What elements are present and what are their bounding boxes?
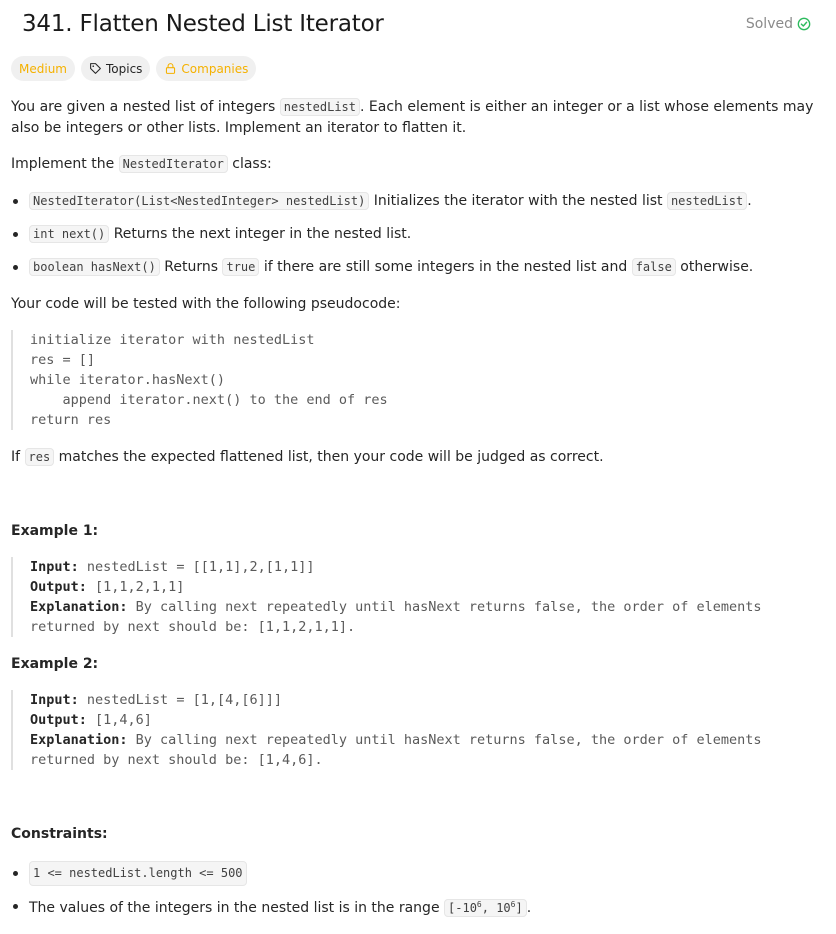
companies-label: Companies <box>181 61 249 76</box>
companies-tag[interactable] <box>156 56 256 81</box>
title-row <box>11 0 825 52</box>
implement-paragraph: Implement the NestedIterator class: <box>11 156 272 172</box>
problem-title: 341. Flatten Nested List Iterator <box>22 11 384 37</box>
intro-paragraph: You are given a nested list of integers nestedList . Each element is either an integer or a list whose elements may also be integers or other lists. Implement an iterator to flatten it. <box>11 99 814 136</box>
example-2-title: Example 2: <box>11 656 99 672</box>
example-1-block: Input: nestedList = [[1,1],2,[1,1]] Output: [1,1,2,1,1] Explanation: By calling next repeatedly until hasNext returns false, the order of elements returned by next should be: [1,1,2,1,1]. <box>11 557 762 637</box>
list-item: boolean hasNext() Returns true if there are still some integers in the nested list and false otherwise. <box>11 257 753 278</box>
pseudocode-block: initialize iterator with nestedList res = [] while iterator.hasNext() append iterator.next() to the end of res return res <box>11 330 388 430</box>
example-1-title: Example 1: <box>11 523 99 539</box>
list-item: int next() Returns the next integer in the nested list. <box>11 224 411 245</box>
pseudocode-intro: Your code will be tested with the following pseudocode: <box>11 296 401 312</box>
difficulty-badge: Medium <box>11 56 75 81</box>
topics-label: Topics <box>105 61 143 76</box>
inline-code: nestedList <box>280 98 360 116</box>
list-item: The values of the integers in the nested list is in the range [$-10^6$, $10^6$] . <box>11 894 531 919</box>
inline-code: res <box>25 448 55 466</box>
topics-tag[interactable] <box>81 56 150 81</box>
lock-icon <box>164 62 177 75</box>
constraints-title: Constraints: <box>11 826 108 842</box>
solved-status <box>746 16 811 32</box>
check-circle-icon <box>797 17 811 31</box>
example-2-block: Input: nestedList = [1,[4,[6]]] Output: [1,4,6] Explanation: By calling next repeatedly until hasNext returns false, the order of elements returned by next should be: [1,4,6]. <box>11 690 762 770</box>
judge-paragraph: If res matches the expected flattened list, then your code will be judged as correct. <box>11 449 604 465</box>
list-item: 1 <= nestedList.length <= 500 <box>11 861 247 886</box>
list-item: NestedIterator(List<NestedInteger> nestedList) Initializes the iterator with the nested list nestedList . <box>11 191 752 212</box>
tag-row <box>11 56 256 81</box>
tag-icon <box>89 62 102 75</box>
inline-code: NestedIterator <box>119 155 228 173</box>
solved-label: Solved <box>745 16 793 32</box>
